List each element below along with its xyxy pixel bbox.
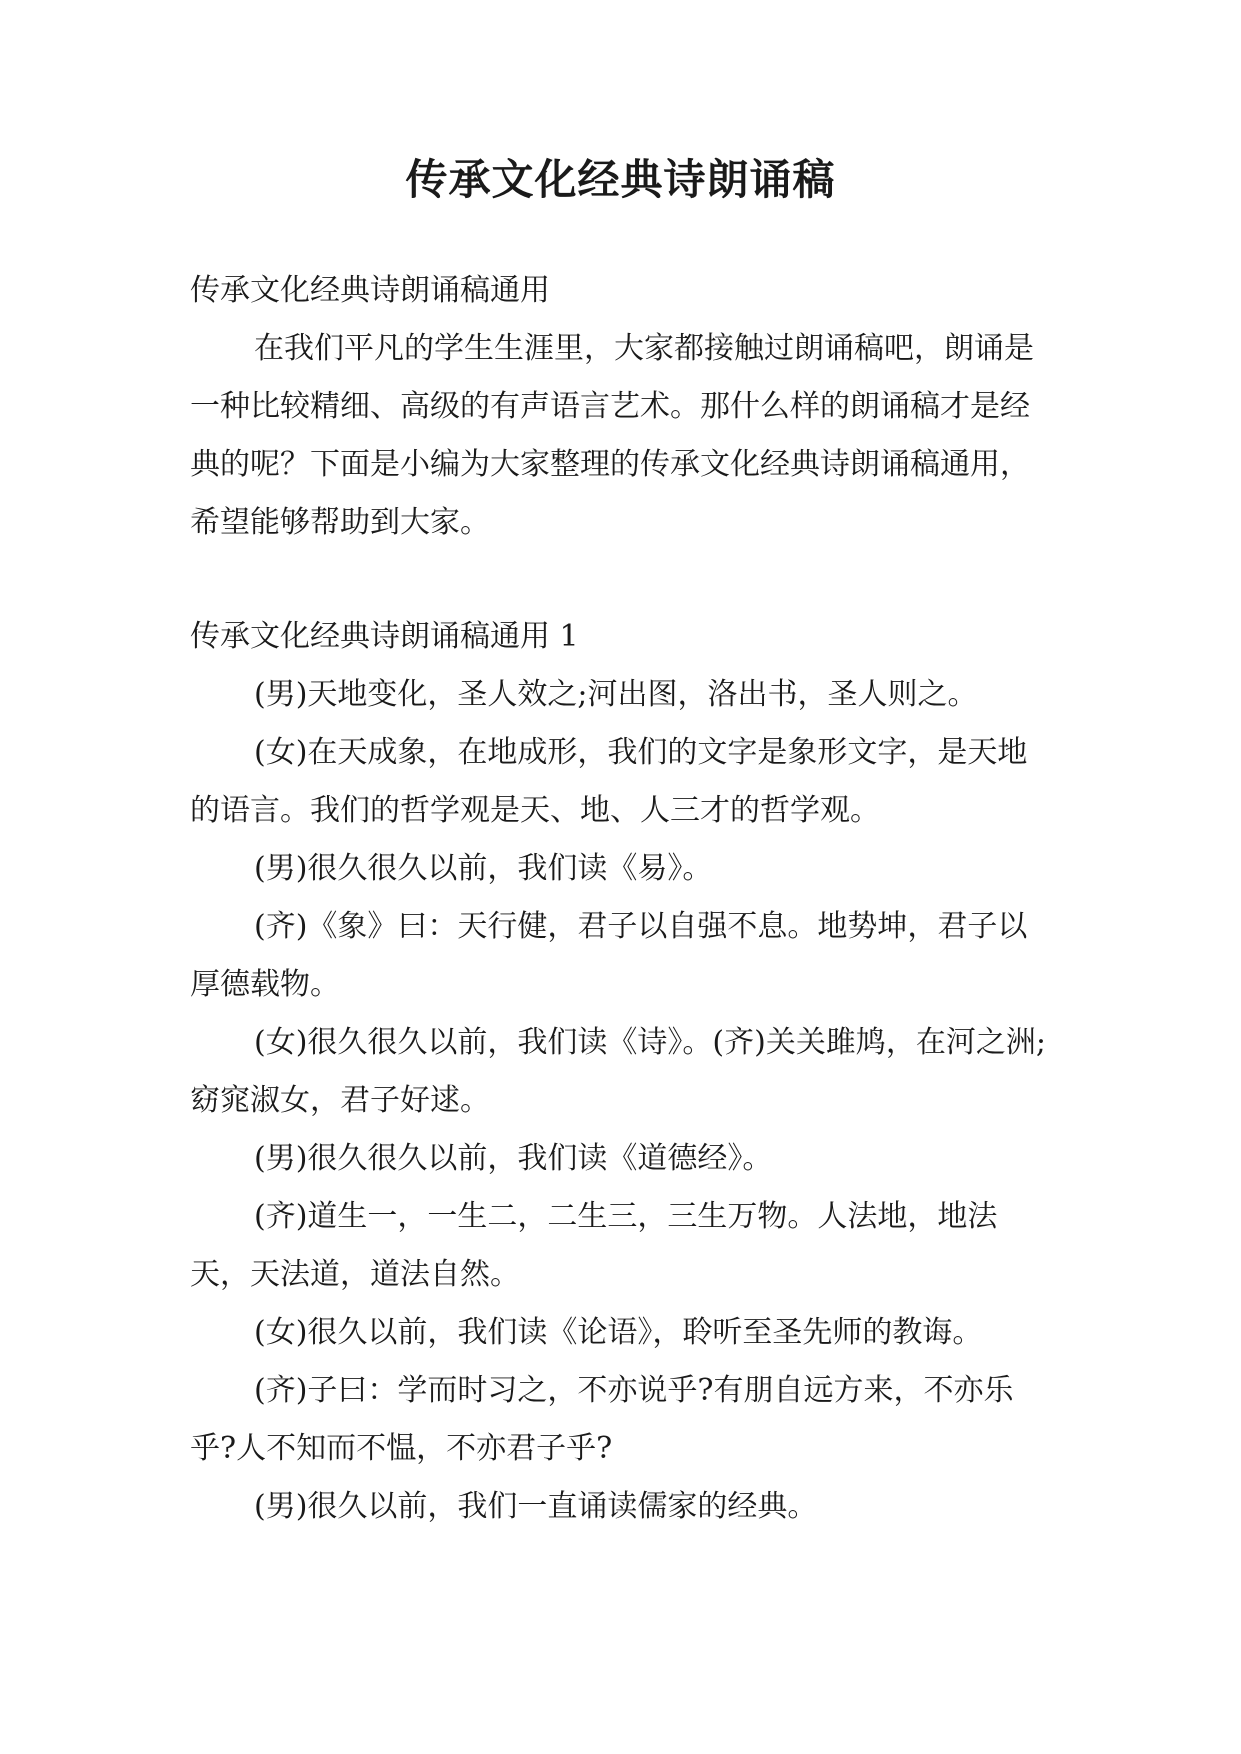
section-heading: 传承文化经典诗朗诵稿通用 1: [190, 619, 579, 654]
recitation-line: (女)很久以前，我们读《论语》，聆听至圣先师的教诲。: [254, 1315, 983, 1350]
recitation-line: (齐)《象》曰：天行健，君子以自强不息。地势坤，君子以厚德载物。: [190, 909, 1028, 1002]
recitation-line: (男)很久很久以前，我们读《易》。: [254, 851, 713, 886]
recitation-line: (齐)子曰：学而时习之，不亦说乎?有朋自远方来，不亦乐乎?人不知而不愠，不亦君子乎?: [190, 1373, 1014, 1466]
recitation-line: (女)很久很久以前，我们读《诗》。(齐)关关雎鸠，在河之洲;窈窕淑女，君子好逑。: [190, 1025, 1046, 1118]
recitation-line: (男)很久很久以前，我们读《道德经》。: [254, 1141, 773, 1176]
recitation-line: (男)天地变化，圣人效之;河出图，洛出书，圣人则之。: [254, 677, 978, 712]
intro-paragraph: 在我们平凡的学生生涯里，大家都接触过朗诵稿吧，朗诵是一种比较精细、高级的有声语言艺术。那什么样的朗诵稿才是经典的呢？下面是小编为大家整理的传承文化经典诗朗诵稿通用，希望能够帮助到大家。: [190, 331, 1034, 540]
subtitle: 传承文化经典诗朗诵稿通用: [190, 273, 550, 308]
recitation-line: (齐)道生一，一生二，二生三，三生万物。人法地，地法天，天法道，道法自然。: [190, 1199, 998, 1292]
recitation-line: (女)在天成象，在地成形，我们的文字是象形文字，是天地的语言。我们的哲学观是天、地、人三才的哲学观。: [190, 735, 1028, 828]
document-title: 传承文化经典诗朗诵稿: [405, 155, 836, 204]
section-spacer: [190, 552, 1055, 608]
document-body: [190, 262, 1055, 1536]
recitation-line: (男)很久以前，我们一直诵读儒家的经典。: [254, 1489, 818, 1524]
